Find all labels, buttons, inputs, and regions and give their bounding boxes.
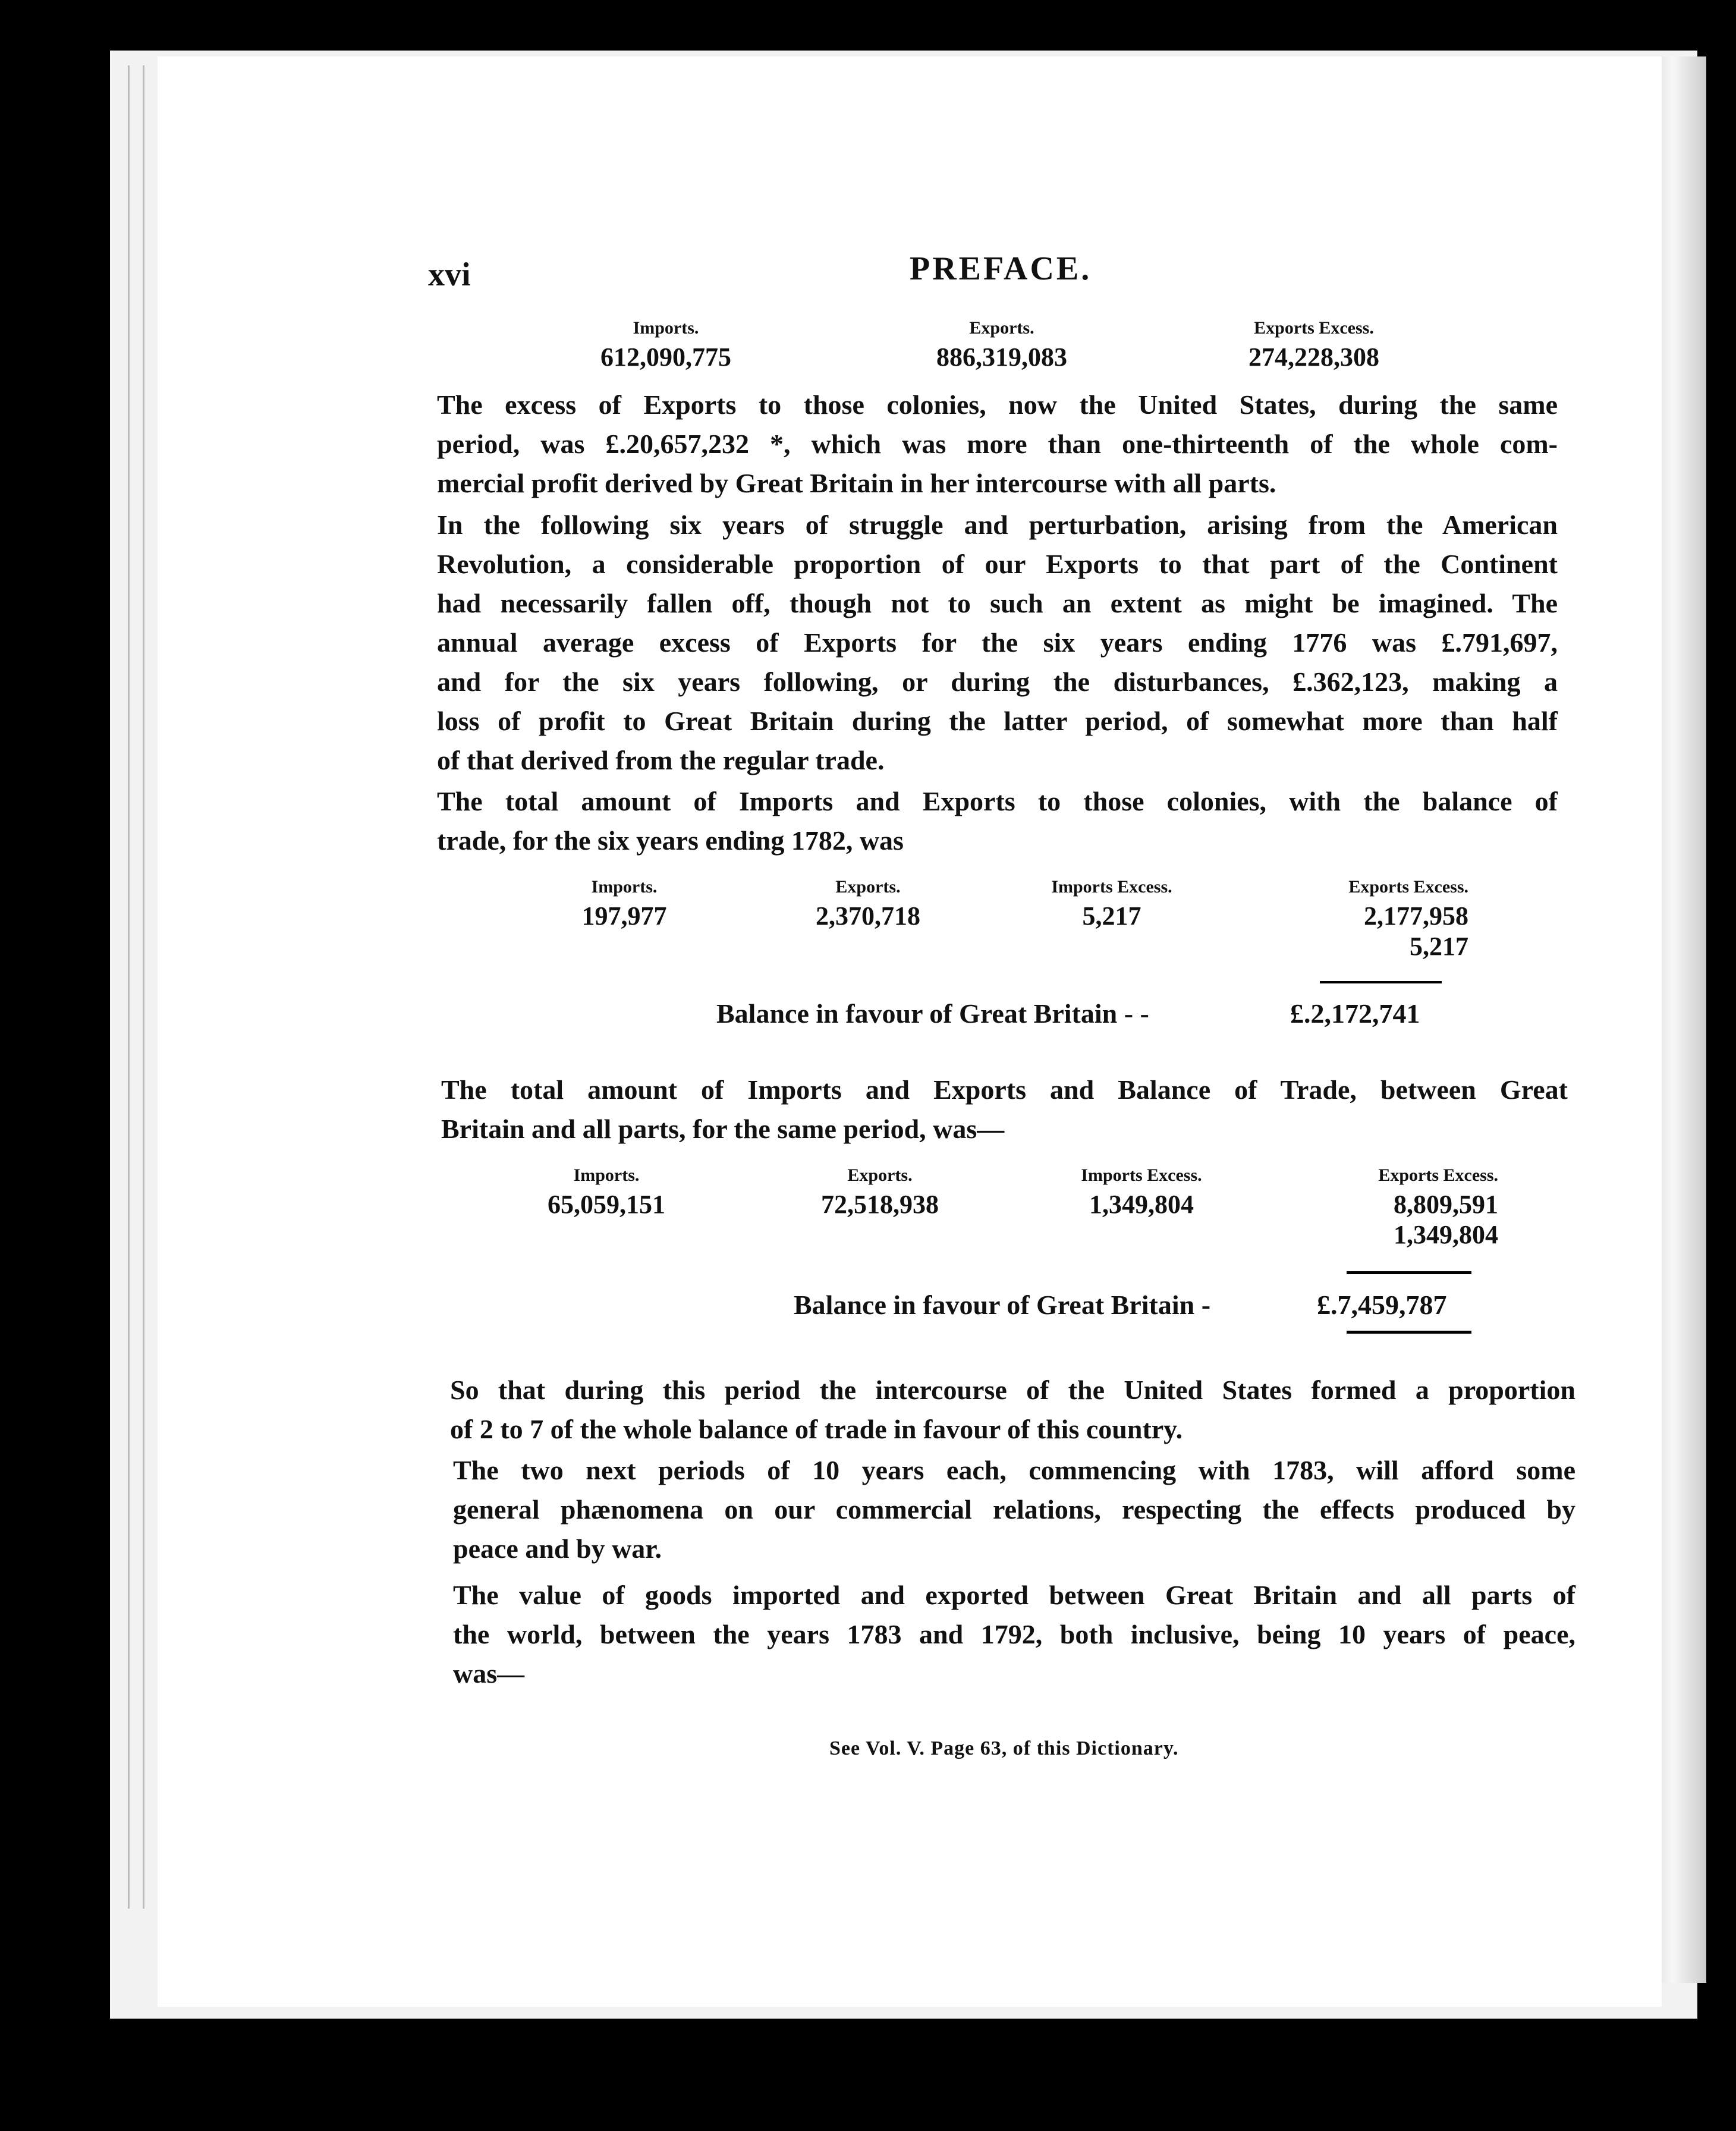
text-line: had necessarily fallen off, though not to such an extent as might be imagined. The [437,588,1558,618]
column-value: 1,349,804 [1089,1190,1194,1219]
page-header [0,250,1736,303]
text-line: trade, for the six years ending 1782, was [437,825,904,856]
text-line: and for the six years following, or during the disturbances, £.362,123, making a [437,667,1558,697]
balance-label: Balance in favour of Great Britain - - [716,998,1149,1029]
column-header: Imports. [591,877,658,897]
text-line: general phænomena on our commercial relations, respecting the effects produced by [453,1494,1575,1525]
text-line: The two next periods of 10 years each, commencing with 1783, will afford some [453,1455,1575,1485]
text-line: The total amount of Imports and Exports to those colonies, with the balance of [437,786,1558,816]
text-line: The value of goods imported and exported between Great Britain and all parts of [453,1580,1575,1610]
column-value: 72,518,938 [821,1190,939,1219]
running-title: PREFACE. [910,250,1092,287]
text-line: The excess of Exports to those colonies, now the United States, during the same [437,389,1558,420]
column-value: 2,177,958 [1364,901,1468,931]
page-number: xvi [428,256,471,293]
column-value: 2,370,718 [816,901,920,931]
text-line: peace and by war. [453,1533,662,1564]
sum-rule [1320,981,1442,983]
column-value: 612,090,775 [600,342,731,372]
column-header: Exports Excess. [1378,1165,1498,1185]
text-line: was— [453,1658,525,1689]
text-line: In the following six years of struggle and perturbation, arising from the American [437,510,1558,540]
double-rule [1347,1331,1471,1334]
text-line: Britain and all parts, for the same period, was— [441,1114,1005,1144]
column-value: 5,217 [1082,901,1141,931]
paragraph [437,505,1558,780]
column-header: Imports Excess. [1051,877,1172,897]
column-header: Imports Excess. [1081,1165,1202,1185]
paragraph [450,1371,1575,1449]
balance-value: £.2,172,741 [1290,998,1420,1029]
text-line: Revolution, a considerable proportion of our Exports to that part of the Continent [437,549,1558,579]
text-line: the world, between the years 1783 and 1792, both inclusive, being 10 years of peace, [453,1619,1575,1649]
table-column [577,318,755,372]
paragraph [453,1576,1575,1693]
paragraph [453,1451,1575,1569]
column-value: 274,228,308 [1248,342,1379,372]
text-line: loss of profit to Great Britain during the latter period, of somewhat more than half [437,706,1558,736]
balance-label: Balance in favour of Great Britain - [794,1290,1211,1320]
column-value: 65,059,151 [548,1190,665,1219]
paragraph [441,1070,1568,1149]
text-line: The total amount of Imports and Exports and Balance of Trade, between Great [441,1074,1568,1105]
table-column [1029,877,1195,931]
balance-value: £.7,459,787 [1317,1290,1447,1320]
column-value: 886,319,083 [936,342,1067,372]
column-header: Exports Excess. [1254,318,1374,338]
column-header: Exports Excess. [1348,877,1468,897]
table-column [1219,318,1409,372]
column-header: Exports. [847,1165,913,1185]
page-edge-line [143,65,144,1909]
subtracted-value: 1,349,804 [1394,1220,1498,1249]
page-edge-line [128,65,130,1909]
text-line: of that derived from the regular trade. [437,745,885,775]
table-column [910,318,1094,372]
text-line: So that during this period the intercourse of the United States formed a proportion [450,1375,1575,1405]
paragraph [437,385,1558,503]
table-column [529,1165,684,1219]
text-line: mercial profit derived by Great Britain in her intercourse with all parts. [437,468,1276,498]
text-line: period, was £.20,657,232 *, which was more than one-thirteenth of the whole com- [437,429,1558,459]
text-line: of 2 to 7 of the whole balance of trade in favour of this country. [450,1414,1183,1444]
footnote: See Vol. V. Page 63, of this Dictionary. [829,1737,1179,1759]
column-value: 8,809,591 [1394,1190,1498,1219]
sum-rule [1347,1271,1471,1274]
table-column [1058,1165,1225,1219]
table-column [791,1165,969,1219]
table-column [547,877,702,931]
column-value: 197,977 [581,901,667,931]
table-column [1326,1165,1498,1250]
column-header: Imports. [573,1165,640,1185]
text-line: annual average excess of Exports for the six years ending 1776 was £.791,697, [437,627,1558,658]
column-header: Imports. [633,318,699,338]
column-header: Exports. [835,877,901,897]
paragraph [437,782,1558,860]
table-column [779,877,957,931]
column-header: Exports. [969,318,1034,338]
table-column [1296,877,1468,961]
subtracted-value: 5,217 [1410,932,1468,961]
